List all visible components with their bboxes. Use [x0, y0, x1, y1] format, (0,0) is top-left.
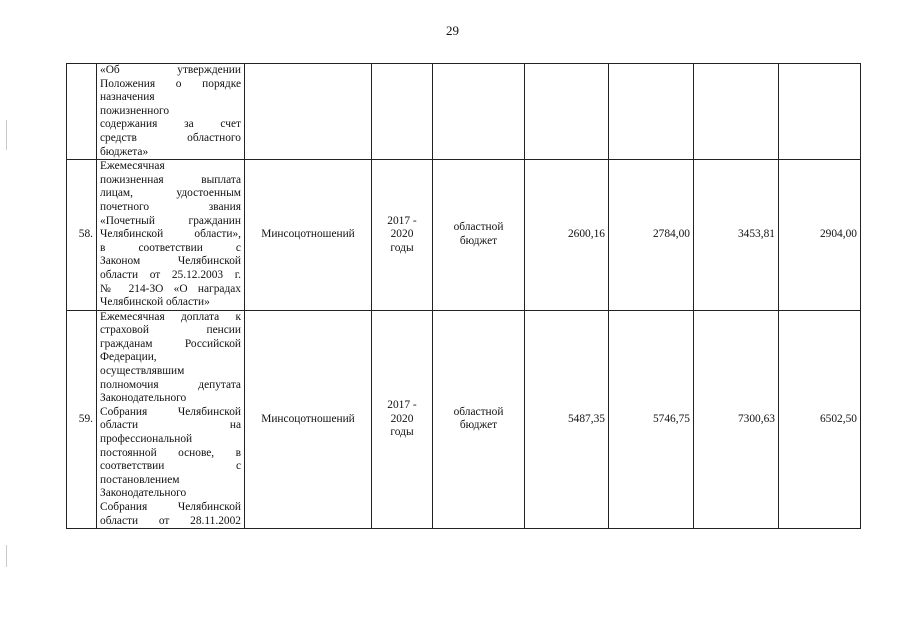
- funding-source-cell: областной бюджет: [433, 160, 525, 311]
- row-number: [67, 64, 97, 160]
- executor-cell: Минсоцотношений: [245, 160, 372, 311]
- value-cell: 6502,50: [779, 310, 861, 529]
- value-cell: 5487,35: [525, 310, 609, 529]
- scan-margin-mark: [6, 120, 7, 150]
- period-cell: 2017 - 2020 годы: [372, 160, 433, 311]
- row-number: 58.: [67, 160, 97, 311]
- value-cell: 2904,00: [779, 160, 861, 311]
- value-cell: 7300,63: [694, 310, 779, 529]
- measure-description: «Об утверждении Положения о порядке назначения пожизненного содержания за счет средств областного бюджета»: [97, 64, 245, 160]
- funding-source-cell: [433, 64, 525, 160]
- value-cell: [609, 64, 694, 160]
- row-number: 59.: [67, 310, 97, 529]
- value-cell: [694, 64, 779, 160]
- value-cell: [779, 64, 861, 160]
- funding-source-cell: областной бюджет: [433, 310, 525, 529]
- scan-margin-mark: [6, 545, 7, 567]
- page-number: 29: [446, 23, 459, 38]
- measure-description: Ежемесячная пожизненная выплата лицам, удостоенным почетного звания «Почетный гражданин Челябинской области», в соответствии с Законом Челябинской области от 25.12.2003 г. № 214-ЗО «О наградах Челябинской области»: [97, 160, 245, 311]
- period-cell: 2017 - 2020 годы: [372, 310, 433, 529]
- table-row: [67, 64, 861, 160]
- value-cell: 2784,00: [609, 160, 694, 311]
- table-row: [67, 160, 861, 311]
- executor-cell: [245, 64, 372, 160]
- budget-table: [66, 63, 861, 529]
- period-cell: [372, 64, 433, 160]
- executor-cell: Минсоцотношений: [245, 310, 372, 529]
- table-row: [67, 310, 861, 529]
- value-cell: 5746,75: [609, 310, 694, 529]
- value-cell: 3453,81: [694, 160, 779, 311]
- value-cell: 2600,16: [525, 160, 609, 311]
- measure-description: Ежемесячная доплата к страховой пенсии гражданам Российской Федерации, осуществлявшим полномочия депутата Законодательного Собрания Челябинской области на профессиональной постоянной основе, в соответствии с постановлением Законодательного Собрания Челябинской области от 28.11.2002: [97, 310, 245, 529]
- value-cell: [525, 64, 609, 160]
